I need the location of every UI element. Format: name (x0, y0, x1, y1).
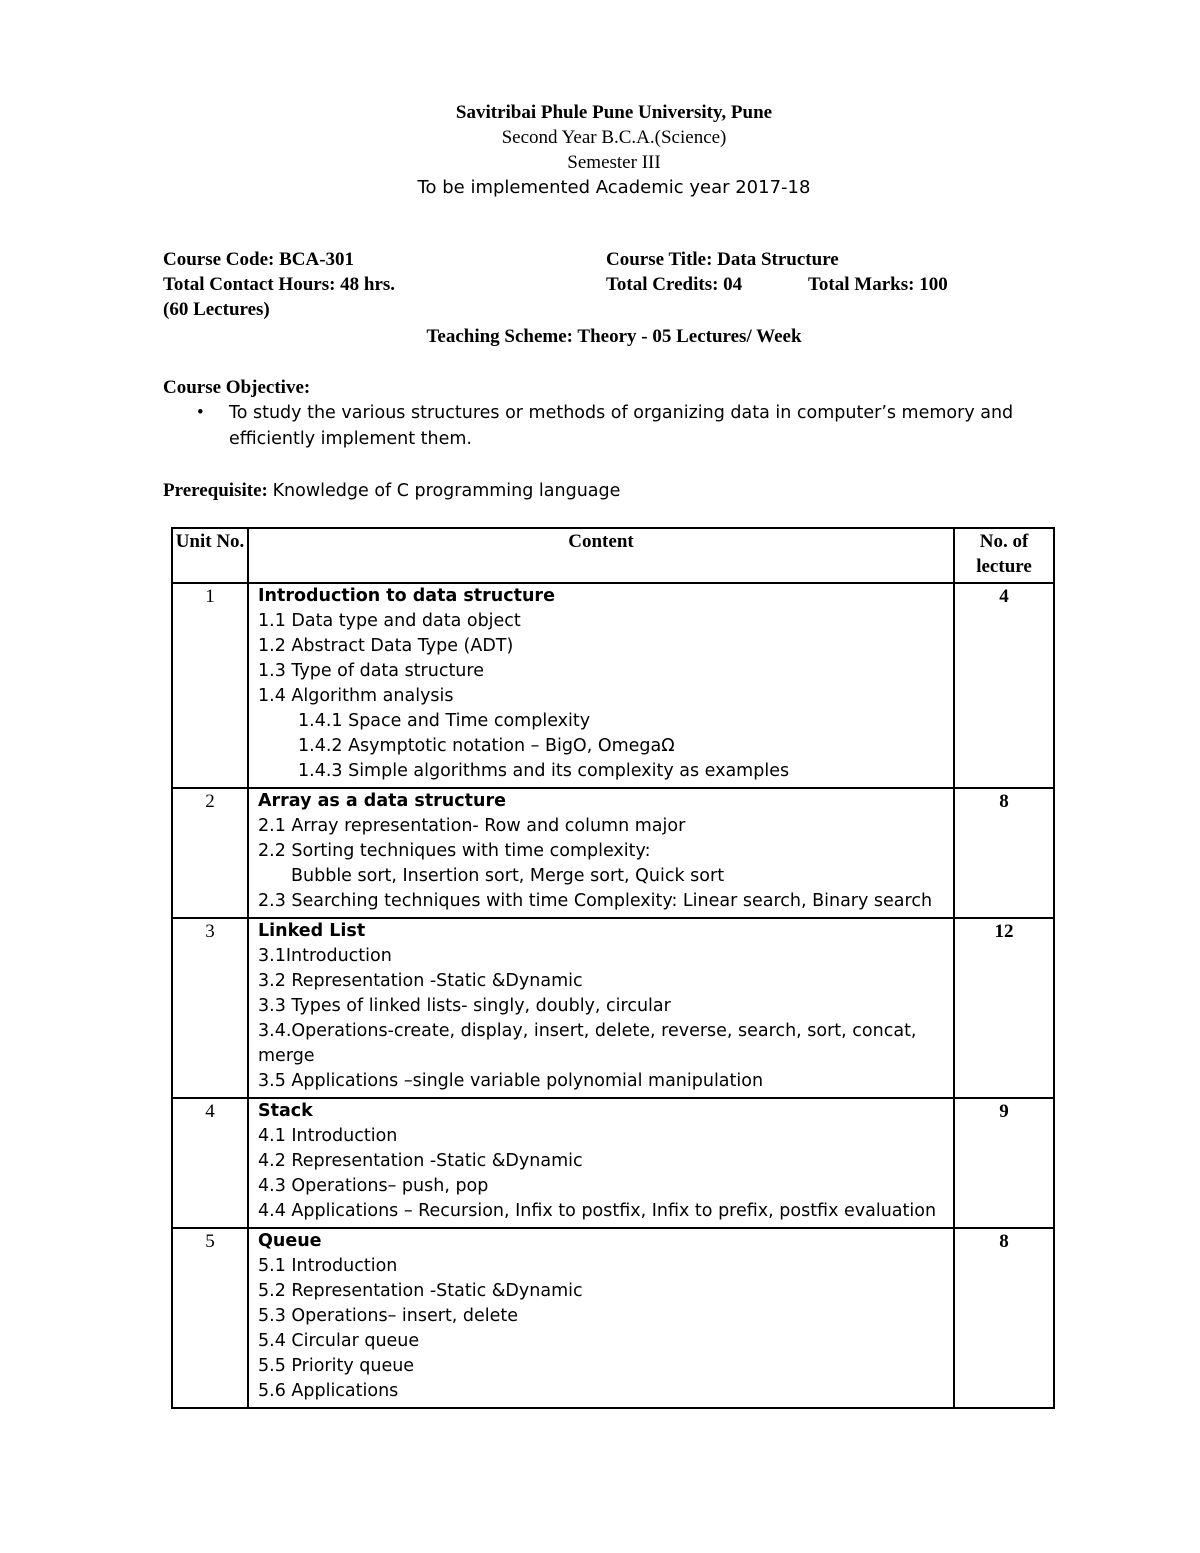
unit-title: Introduction to data structure (258, 586, 555, 606)
topic-line: 1.2 Abstract Data Type (ADT) (258, 636, 514, 656)
topic-line: 5.2 Representation -Static &Dynamic (258, 1281, 583, 1301)
topic-line: 4.1 Introduction (258, 1126, 398, 1146)
topic-line: 2.3 Searching techniques with time Complexity: Linear search, Binary search (258, 891, 933, 911)
unit-number: 5 (172, 1228, 248, 1408)
unit-content (248, 583, 954, 788)
objective-item (163, 400, 1043, 452)
teaching-scheme: Teaching Scheme: Theory - 05 Lectures/ Week (426, 326, 802, 347)
unit-title: Linked List (258, 921, 366, 941)
objective-text: To study the various structures or methods of organizing data in computer’s memory and efficiently implement them. (229, 403, 1014, 449)
prerequisite-text: Knowledge of C programming language (272, 481, 621, 501)
table-row (172, 1098, 1054, 1228)
unit-content (248, 1098, 954, 1228)
topic-line: 1.4.2 Asymptotic notation – BigO, OmegaΩ (298, 736, 675, 756)
topic-line: 3.1Introduction (258, 946, 392, 966)
total-marks: Total Marks: 100 (808, 274, 948, 295)
lecture-count: 8 (954, 788, 1054, 918)
lecture-count: 9 (954, 1098, 1054, 1228)
course-meta (163, 247, 1063, 322)
university-name: Savitribai Phule Pune University, Pune (455, 102, 773, 123)
lecture-count: 8 (954, 1228, 1054, 1408)
topic-line: 2.1 Array representation- Row and column major (258, 816, 686, 836)
topic-line: 5.4 Circular queue (258, 1331, 420, 1351)
unit-title: Queue (258, 1231, 322, 1251)
academic-year: To be implemented Academic year 2017-18 (417, 177, 811, 198)
topic-line: 5.5 Priority queue (258, 1356, 415, 1376)
unit-content (248, 1228, 954, 1408)
unit-content (248, 788, 954, 918)
topic-line: 1.4.1 Space and Time complexity (298, 711, 591, 731)
topic-line: 1.1 Data type and data object (258, 611, 521, 631)
unit-content (248, 918, 954, 1098)
topic-line: 3.4.Operations-create, display, insert, delete, reverse, search, sort, concat, merge (258, 1021, 917, 1066)
unit-number: 3 (172, 918, 248, 1098)
header-content: Content (248, 528, 954, 583)
prerequisite (163, 478, 1043, 504)
topic-line: 3.5 Applications –single variable polynomial manipulation (258, 1071, 764, 1091)
table-row (172, 918, 1054, 1098)
total-credits: Total Credits: 04 (606, 274, 743, 295)
course-code: Course Code: BCA-301 (163, 249, 355, 270)
program-name: Second Year B.C.A.(Science) (501, 127, 727, 148)
unit-number: 2 (172, 788, 248, 918)
lecture-count: 4 (954, 583, 1054, 788)
unit-number: 4 (172, 1098, 248, 1228)
topic-line: 5.6 Applications (258, 1381, 399, 1401)
topic-line: 1.4.3 Simple algorithms and its complexity as examples (298, 761, 790, 781)
syllabus-table (171, 527, 1055, 1409)
topic-line: 4.3 Operations– push, pop (258, 1176, 489, 1196)
topic-line: Bubble sort, Insertion sort, Merge sort, Quick sort (291, 866, 725, 886)
topic-line: 1.3 Type of data structure (258, 661, 484, 681)
topic-line: 4.2 Representation -Static &Dynamic (258, 1151, 583, 1171)
topic-line: 5.3 Operations– insert, delete (258, 1306, 519, 1326)
semester: Semester III (567, 152, 661, 173)
topic-line: 5.1 Introduction (258, 1256, 398, 1276)
table-row (172, 1228, 1054, 1408)
contact-hours: Total Contact Hours: 48 hrs. (163, 274, 396, 295)
lecture-count: 12 (954, 918, 1054, 1098)
lecture-count: (60 Lectures) (163, 299, 270, 320)
topic-line: 3.3 Types of linked lists- singly, doubly, circular (258, 996, 671, 1016)
course-objective (163, 375, 1043, 452)
table-row (172, 583, 1054, 788)
topic-line: 1.4 Algorithm analysis (258, 686, 454, 706)
topic-line: 3.2 Representation -Static &Dynamic (258, 971, 583, 991)
topic-line: 4.4 Applications – Recursion, Infix to postfix, Infix to prefix, postfix evaluation (258, 1201, 937, 1221)
table-row (172, 788, 1054, 918)
objective-list (163, 400, 1043, 452)
document-header (0, 100, 1200, 200)
unit-number: 1 (172, 583, 248, 788)
bullet-icon: • (197, 402, 204, 423)
prerequisite-label: Prerequisite: (163, 480, 268, 501)
objective-heading: Course Objective: (163, 377, 311, 398)
header-unit-no: Unit No. (172, 528, 248, 583)
topic-line: 2.2 Sorting techniques with time complexity: (258, 841, 651, 861)
unit-title: Array as a data structure (258, 791, 506, 811)
course-title: Course Title: Data Structure (606, 249, 839, 270)
unit-title: Stack (258, 1101, 313, 1121)
header-lectures: No. of lecture (954, 528, 1054, 583)
table-header-row (172, 528, 1054, 583)
